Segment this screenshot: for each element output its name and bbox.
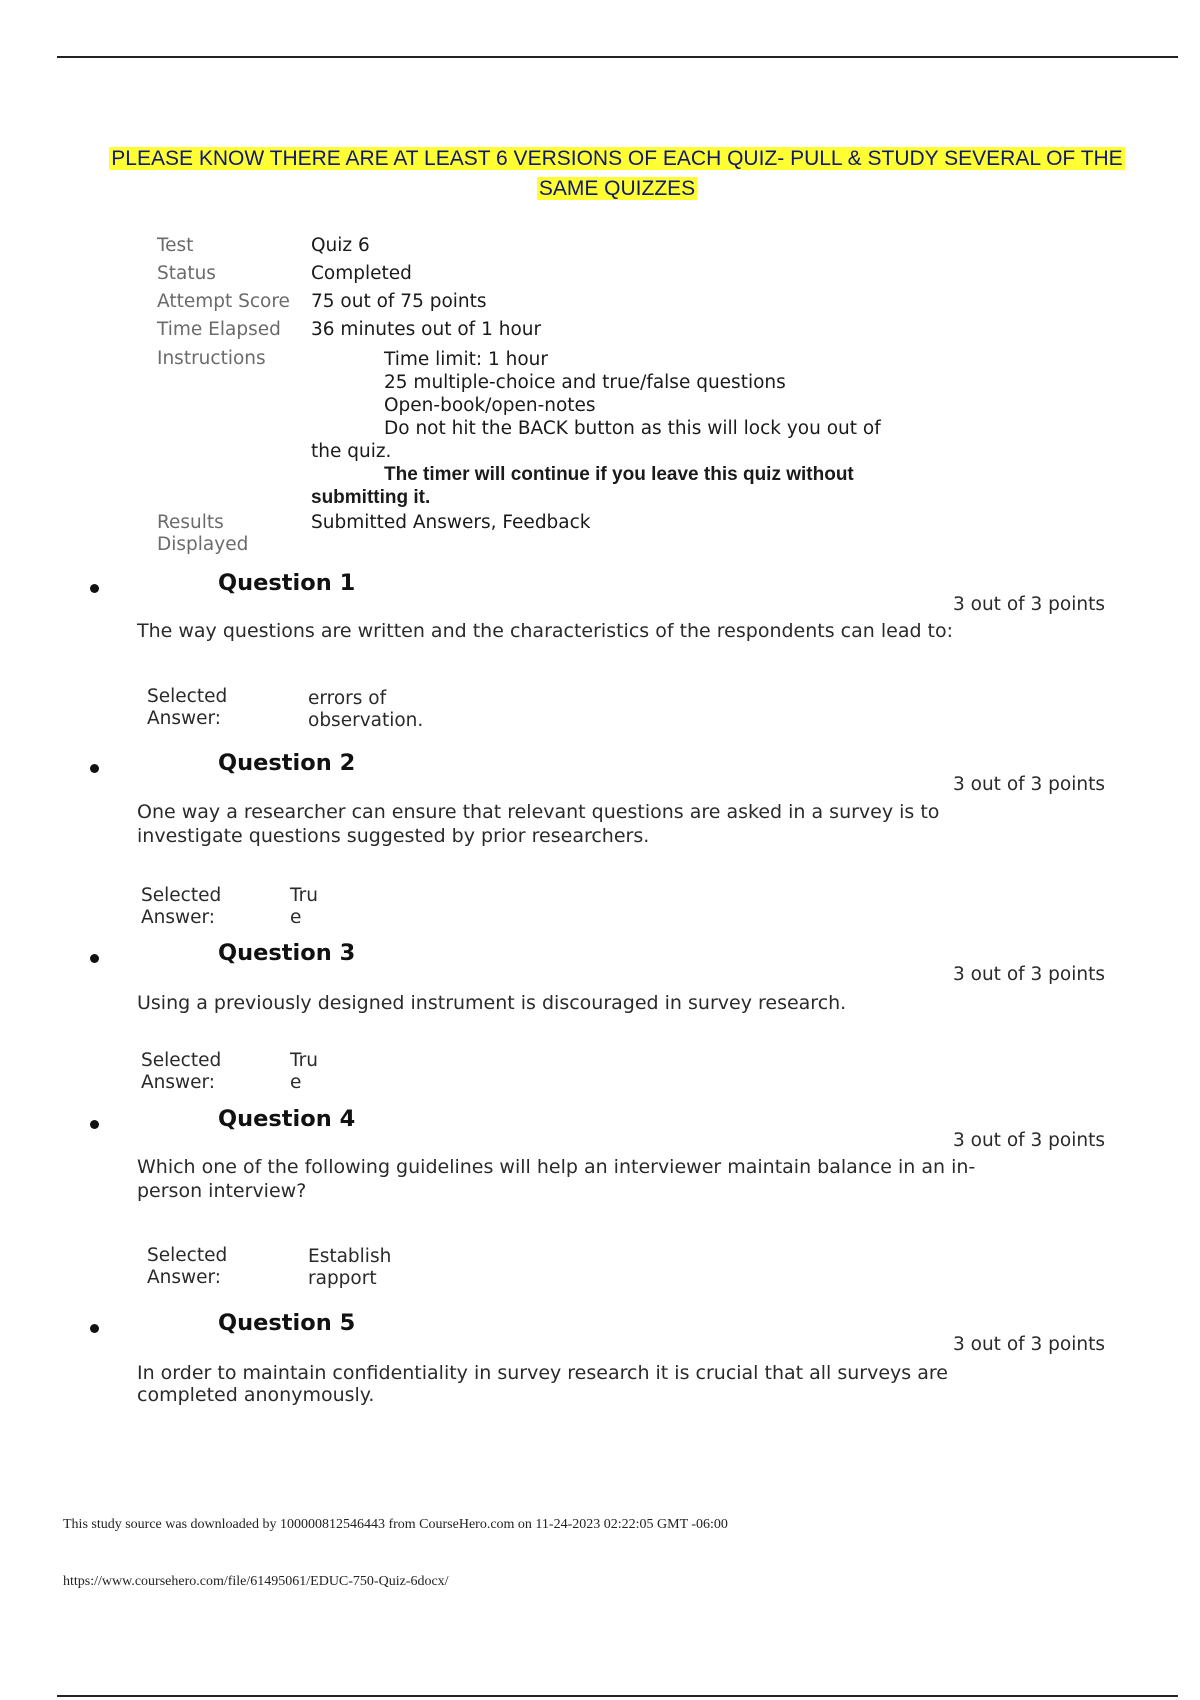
instruction-timer-warning-cont: submitting it. — [311, 487, 431, 508]
results-label-line-1: Results — [157, 512, 224, 533]
bullet-icon — [90, 954, 99, 963]
instructions-value — [311, 348, 947, 509]
selected-answer-line-1: errors of — [308, 688, 387, 709]
question-text-line-2: completed anonymously. — [137, 1384, 375, 1406]
selected-answer-label-line-2: Answer: — [147, 1267, 222, 1288]
test-label: Test — [157, 235, 194, 256]
status-label: Status — [157, 263, 216, 284]
selected-answer-line-2: rapport — [308, 1268, 377, 1289]
selected-answer-label-line-2: Answer: — [147, 708, 222, 729]
selected-answer-label-line-1: Selected — [147, 686, 228, 707]
question-text — [137, 1155, 1037, 1203]
instruction-question-count: 25 multiple-choice and true/false questions — [384, 372, 786, 393]
bullet-icon — [90, 1324, 99, 1333]
selected-answer-label — [147, 1245, 257, 1289]
results-label — [157, 512, 307, 556]
selected-answer-label-line-1: Selected — [141, 1050, 222, 1071]
summary-row-results — [157, 512, 947, 555]
summary-row-instructions — [157, 348, 947, 509]
question-text-line-2: person interview? — [137, 1180, 307, 1202]
question-text-line-1: One way a researcher can ensure that relevant questions are asked in a survey is to — [137, 801, 940, 823]
selected-answer-value — [308, 1246, 391, 1290]
summary-row-score — [157, 291, 947, 319]
question-points: 3 out of 3 points — [952, 964, 1105, 985]
selected-answer-label-line-1: Selected — [147, 1245, 228, 1266]
selected-answer-label-line-2: Answer: — [141, 907, 216, 928]
results-value: Submitted Answers, Feedback — [311, 512, 591, 533]
selected-answer-line-1: Tru — [290, 885, 318, 906]
score-value: 75 out of 75 points — [311, 291, 487, 312]
question-text-line-1: In order to maintain confidentiality in survey research it is crucial that all surveys are — [137, 1362, 948, 1384]
test-value: Quiz 6 — [311, 235, 370, 256]
warning-banner-line-1: PLEASE KNOW THERE ARE AT LEAST 6 VERSIONS OF EACH QUIZ- PULL & STUDY SEVERAL OF THE — [111, 147, 1123, 170]
selected-answer-label-line-2: Answer: — [141, 1072, 216, 1093]
top-rule — [57, 56, 1178, 58]
quiz-summary — [157, 235, 947, 555]
summary-row-elapsed — [157, 319, 947, 347]
selected-answer-label — [141, 1050, 251, 1094]
instruction-open-book: Open-book/open-notes — [384, 395, 596, 416]
score-label: Attempt Score — [157, 291, 290, 312]
instruction-back-button-cont: the quiz. — [311, 441, 392, 462]
question-title: Question 2 — [218, 750, 356, 776]
question-text — [137, 800, 1037, 848]
instruction-back-button: Do not hit the BACK button as this will lock you out of — [384, 418, 881, 439]
question-text-line-2: investigate questions suggested by prior researchers. — [137, 825, 650, 847]
warning-banner — [0, 144, 1200, 204]
status-value: Completed — [311, 263, 412, 284]
instruction-timer-warning-text: The timer will continue if you leave this quiz without — [384, 464, 854, 485]
selected-answer-line-1: Tru — [290, 1050, 318, 1071]
question-title: Question 3 — [218, 940, 356, 966]
selected-answer-line-1: Establish — [308, 1246, 392, 1267]
bullet-icon — [90, 584, 99, 593]
selected-answer-label — [141, 885, 251, 929]
selected-answer-label — [147, 686, 257, 730]
elapsed-value: 36 minutes out of 1 hour — [311, 319, 542, 340]
question-points: 3 out of 3 points — [952, 774, 1105, 795]
selected-answer-value — [290, 1050, 318, 1094]
selected-answer-line-2: e — [290, 907, 302, 928]
selected-answer-value — [308, 688, 423, 732]
question-text-line-1: Which one of the following guidelines will help an interviewer maintain balance in an in- — [137, 1156, 976, 1178]
selected-answer-line-2: e — [290, 1072, 302, 1093]
question-text: The way questions are written and the characteristics of the respondents can lead to: — [137, 620, 954, 642]
bullet-icon — [90, 1120, 99, 1129]
selected-answer-label-line-1: Selected — [141, 885, 222, 906]
question-text — [137, 1362, 1037, 1406]
question-title: Question 4 — [218, 1106, 356, 1132]
summary-row-test — [157, 235, 947, 263]
question-points: 3 out of 3 points — [952, 1130, 1105, 1151]
instruction-timer-warning — [311, 463, 947, 486]
instruction-time-limit: Time limit: 1 hour — [384, 349, 548, 370]
results-label-line-2: Displayed — [157, 534, 249, 555]
instructions-label: Instructions — [157, 348, 266, 369]
question-points: 3 out of 3 points — [952, 594, 1105, 615]
elapsed-label: Time Elapsed — [157, 319, 281, 340]
selected-answer-line-2: observation. — [308, 710, 424, 731]
selected-answer-value — [290, 885, 318, 929]
source-url: https://www.coursehero.com/file/61495061/EDUC-750-Quiz-6docx/ — [63, 1574, 449, 1589]
question-text: Using a previously designed instrument is discouraged in survey research. — [137, 992, 847, 1014]
question-points: 3 out of 3 points — [952, 1334, 1105, 1355]
question-title: Question 5 — [218, 1310, 356, 1336]
question-title: Question 1 — [218, 570, 356, 596]
summary-row-status — [157, 263, 947, 291]
warning-banner-line-2: SAME QUIZZES — [538, 177, 696, 200]
bottom-rule — [57, 1695, 1178, 1697]
download-source-note: This study source was downloaded by 100000812546443 from CourseHero.com on 11-24-2023 02:22:05 GMT -06:00 — [63, 1517, 728, 1532]
bullet-icon — [90, 764, 99, 773]
